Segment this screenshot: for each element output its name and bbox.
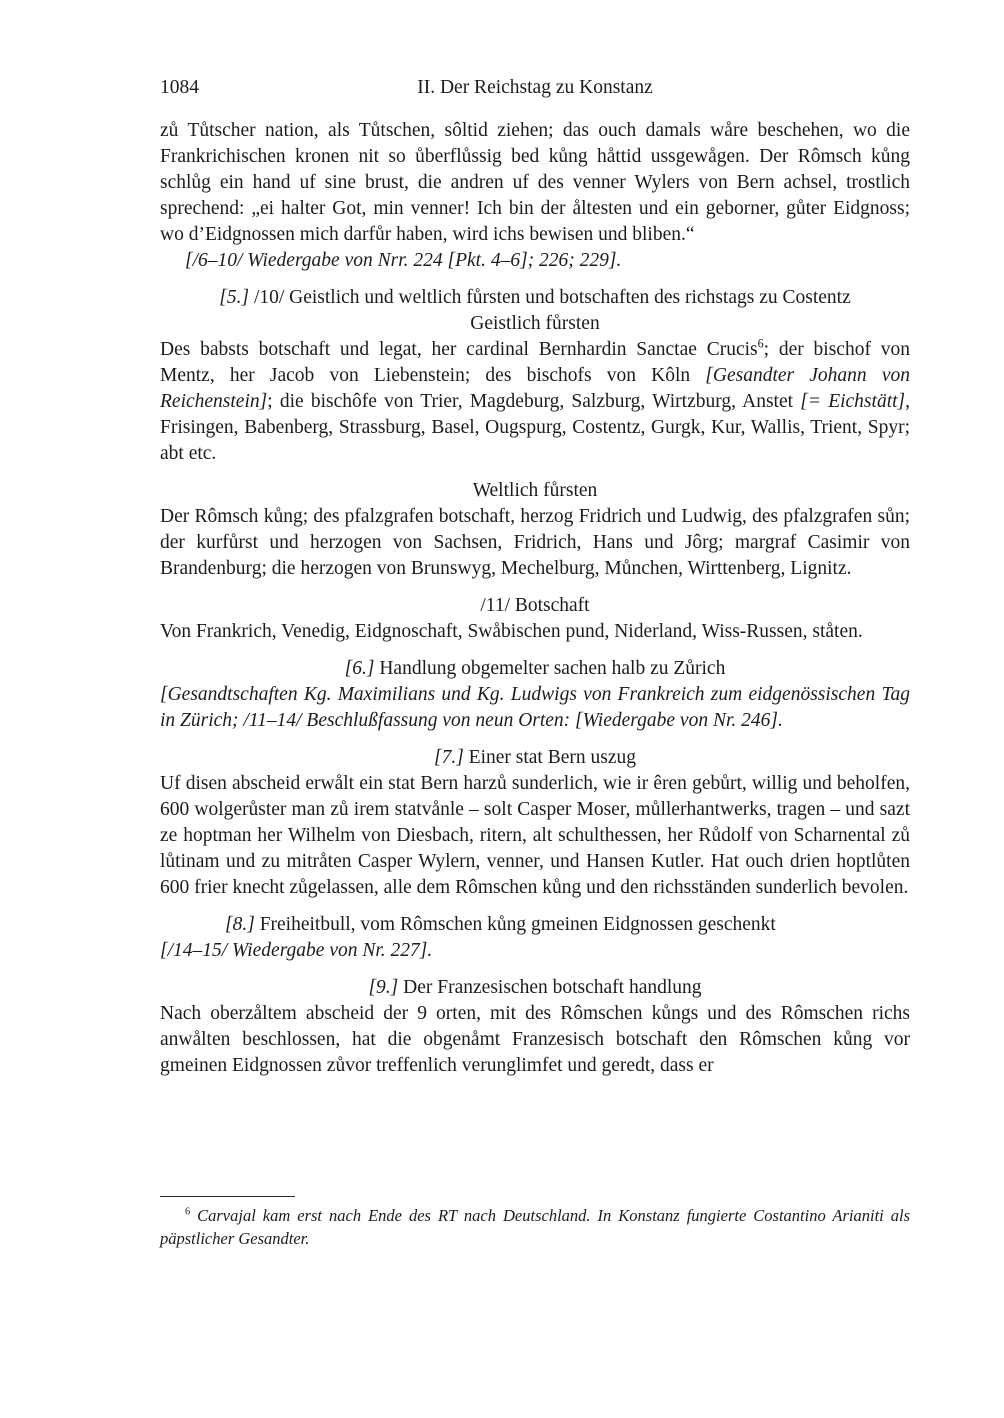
section-title: Handlung obgemelter sachen halb zu Zůrich: [379, 658, 726, 679]
paragraph-botschaft: Von Frankrich, Venedig, Eidgnoschaft, Swåbischen pund, Niderland, Wiss-Russen, ståten.: [160, 621, 863, 642]
section-number: [7.]: [433, 747, 464, 768]
reference-note: [/14–15/ Wiedergabe von Nr. 227].: [160, 940, 433, 961]
text-run: ; die bischôfe von Trier, Magdeburg, Salzburg, Wirtzburg, Anstet: [267, 391, 801, 412]
section-heading-7: [160, 745, 910, 771]
section-number: [9.]: [368, 977, 399, 998]
subheading-botschaft: /11/ Botschaft: [480, 595, 590, 616]
subheading-geistlich-fursten: Geistlich fůrsten: [470, 313, 600, 334]
section-title: Der Franzesischen botschaft handlung: [403, 977, 702, 998]
footnote-text: Carvajal kam erst nach Ende des RT nach Deutschland. In Konstanz fungierte Costantino Arianiti als päpstlicher Gesandter.: [160, 1206, 910, 1248]
subheading-weltlich-fursten: Weltlich fůrsten: [472, 480, 598, 501]
footnote-area: [160, 1196, 910, 1250]
editorial-insert: [Gesandter Johann von Reichenstein]: [160, 365, 910, 412]
page-header: [160, 76, 910, 100]
section-number: [6.]: [344, 658, 375, 679]
reference-note: [/6–10/ Wiedergabe von Nrr. 224 [Pkt. 4–6]; 226; 229].: [185, 250, 622, 271]
section-heading-8: [160, 912, 910, 938]
paragraph-weltlich: Der Rômsch kůng; des pfalzgrafen botschaft, herzog Fridrich und Ludwig, des pfalzgrafen sůn; der kurfůrst und herzogen von Sachsen, Fridrich, Hans und Jôrg; margraf Casimir von Brandenburg; die herzogen von Brunswyg, Mechelburg, Můnchen, Wirttenberg, Lignitz.: [160, 506, 910, 579]
footnote-separator-rule: [160, 1196, 295, 1197]
paragraph-geistlich: [160, 337, 910, 467]
page-body: [160, 118, 910, 1079]
text-run: ; der bischof von Mentz, her Jacob von Liebenstein; des bischofs von Kôln: [160, 339, 910, 386]
page-number: 1084: [160, 77, 199, 98]
paragraph-intro: zů Tůtscher nation, als Tůtschen, sôltid ziehen; das ouch damals wåre beschehen, wo die Frankrichischen kronen nit so ůberflůssig bed kůng håttid ussgewågen. Der Rômsch kůng schlůg ein hand uf sine brust, die andren uf des venner Wylers von Bern achsel, trostlich sprechend: „ei halter Got, min venner! Ich bin der åltesten und ein geborner, gůter Eidgnoss; wo d’Eidgnossen mich darfůr haben, wird ichs bewisen und bliben.“: [160, 120, 910, 245]
running-head: II. Der Reichstag zu Konstanz: [417, 77, 653, 98]
section-title: Freiheitbull, vom Rômschen kůng gmeinen Eidgnossen geschenkt: [259, 914, 776, 935]
footnote-6: [160, 1204, 910, 1250]
paragraph-franzesisch: Nach oberzåltem abscheid der 9 orten, mit des Rômschen kůngs und des Rômschen richs anwålten beschlossen, hat die obgenåmt Franzesisch botschaft den Rômschen kůng vor gmeinen Eidgnossen zůvor treffenlich verunglimfet und geredt, dass er: [160, 1003, 910, 1076]
section-number: [8.]: [225, 914, 255, 935]
section-title: /10/ Geistlich und weltlich fůrsten und botschaften des richstags zu Costentz: [253, 287, 851, 308]
section-title: Einer stat Bern uszug: [468, 747, 637, 768]
section-heading-5: [160, 285, 910, 311]
paragraph-bern-uszug: Uf disen abscheid erwålt ein stat Bern harzů sunderlich, wie ir êren gebůrt, willig und beholfen, 600 wolgerůster man zů irem statvånle – solt Casper Moser, můllerhantwerks, tragen – und sazt ze hoptman her Wilhelm von Diesbach, ritern, alt schulthessen, her Růdolf von Scharnental zů lůtinam und zu mitråten Casper Wylern, venner, und Hansen Kutler. Hat ouch drien hoptlůten 600 frier knecht zůgelassen, alle dem Rômschen kůng und den richsständen sunderlich bevolen.: [160, 773, 910, 898]
editorial-insert: [= Eichstätt]: [800, 391, 906, 412]
footnote-marker: 6: [185, 1206, 191, 1218]
paragraph-regest-zurich: [Gesandtschaften Kg. Maximilians und Kg. Ludwigs von Frankreich zum eidgenössischen Tag in Zürich; /11–14/ Beschlußfassung von neun Orten: [Wiedergabe von Nr. 246].: [160, 684, 910, 731]
text-run: , Frisingen, Babenberg, Strassburg, Basel, Ougspurg, Costentz, Gurgk, Kur, Wallis, Trient, Spyr; abt etc.: [160, 391, 910, 464]
section-heading-9: [160, 975, 910, 1001]
footnote-ref-6: 6: [757, 336, 764, 351]
text-run: Des babsts botschaft und legat, her cardinal Bernhardin Sanctae Crucis: [160, 339, 758, 360]
section-number: [5.]: [219, 287, 250, 308]
section-heading-6: [160, 656, 910, 682]
